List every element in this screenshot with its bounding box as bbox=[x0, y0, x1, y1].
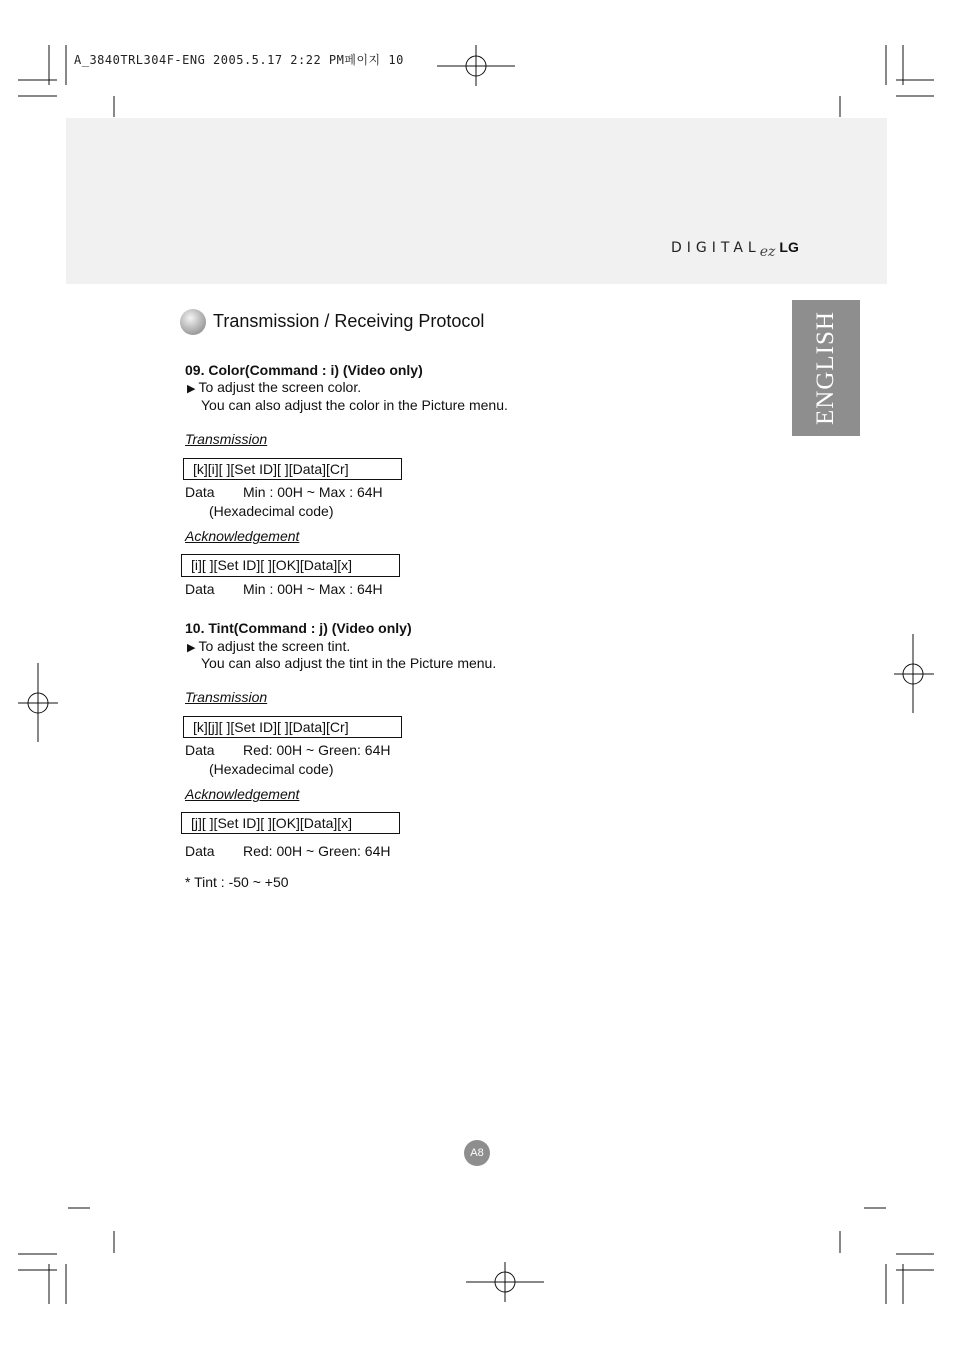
color-tx-data-label: Data bbox=[185, 484, 215, 500]
tint-description-line2: You can also adjust the tint in the Picture menu. bbox=[201, 655, 497, 671]
color-description-line1 bbox=[187, 379, 361, 395]
tint-acknowledgement-label: Acknowledgement bbox=[185, 786, 300, 802]
page-number-badge: A8 bbox=[464, 1140, 490, 1166]
section-title: Transmission / Receiving Protocol bbox=[213, 311, 485, 331]
color-desc1-text: To adjust the screen color. bbox=[198, 379, 362, 395]
brand-digital-text: DIGITAL bbox=[671, 240, 761, 256]
triangle-right-icon: ▶ bbox=[187, 383, 196, 395]
tint-transmission-label: Transmission bbox=[185, 689, 268, 705]
color-command-heading: 09. Color(Command : i) (Video only) bbox=[185, 362, 423, 378]
color-tx-data-range: Min : 00H ~ Max : 64H bbox=[243, 484, 383, 500]
color-transmission-code: [k][i][ ][Set ID][ ][Data][Cr] bbox=[183, 458, 402, 480]
tint-range-footnote: * Tint : -50 ~ +50 bbox=[185, 874, 289, 890]
tint-tx-data-label: Data bbox=[185, 742, 215, 758]
language-label: ENGLISH bbox=[812, 311, 839, 425]
section-bullet-icon bbox=[180, 309, 206, 335]
tint-command-heading: 10. Tint(Command : j) (Video only) bbox=[185, 620, 412, 636]
tint-tx-data-note: (Hexadecimal code) bbox=[209, 761, 334, 777]
color-transmission-label: Transmission bbox=[185, 431, 268, 447]
print-file-header: A_3840TRL304F-ENG 2005.5.17 2:22 PM페이지 10 bbox=[74, 53, 404, 67]
color-tx-data-note: (Hexadecimal code) bbox=[209, 503, 334, 519]
tint-tx-data-range: Red: 00H ~ Green: 64H bbox=[243, 742, 391, 758]
brand-lg-text: LG bbox=[779, 239, 799, 255]
color-acknowledgement-code: [i][ ][Set ID][ ][OK][Data][x] bbox=[181, 554, 400, 577]
tint-description-line1 bbox=[187, 638, 350, 654]
color-acknowledgement-label: Acknowledgement bbox=[185, 528, 300, 544]
tint-ack-data-label: Data bbox=[185, 843, 215, 859]
color-ack-data-range: Min : 00H ~ Max : 64H bbox=[243, 581, 383, 597]
brand-ez-text: ez bbox=[759, 244, 776, 260]
tint-acknowledgement-code: [j][ ][Set ID][ ][OK][Data][x] bbox=[181, 812, 400, 834]
triangle-right-icon: ▶ bbox=[187, 642, 196, 654]
color-description-line2: You can also adjust the color in the Picture menu. bbox=[201, 397, 508, 413]
tint-ack-data-range: Red: 00H ~ Green: 64H bbox=[243, 843, 391, 859]
tint-desc1-text: To adjust the screen tint. bbox=[198, 638, 351, 654]
color-ack-data-label: Data bbox=[185, 581, 215, 597]
tint-transmission-code: [k][j][ ][Set ID][ ][Data][Cr] bbox=[183, 716, 402, 738]
brand-logo bbox=[671, 239, 799, 261]
language-side-tab bbox=[792, 300, 860, 436]
